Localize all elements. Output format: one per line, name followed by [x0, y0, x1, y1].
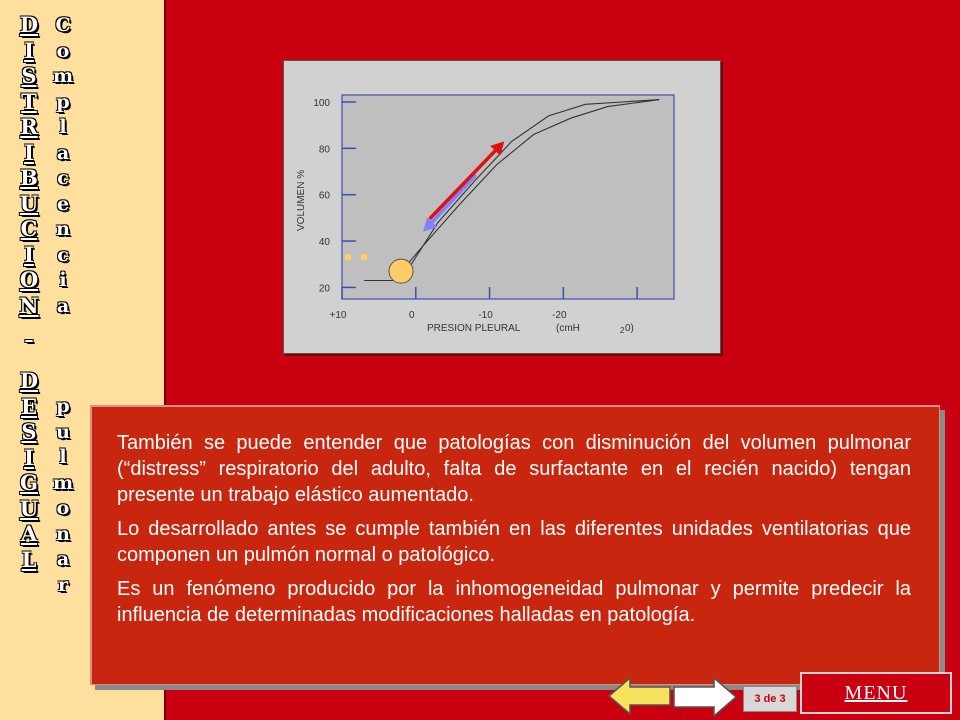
- title-letter: B: [20, 165, 38, 190]
- title-letter: S: [21, 63, 37, 88]
- x-tick-label: 0: [408, 310, 415, 321]
- pressure-volume-chart: [283, 60, 721, 354]
- title-letter: m: [52, 471, 74, 494]
- next-button[interactable]: [672, 677, 738, 717]
- content-text-box: [90, 405, 940, 685]
- title-letter: L: [21, 546, 37, 572]
- title-gap: [60, 347, 67, 372]
- title-letter: n: [56, 522, 70, 545]
- menu-button-label: MENU: [844, 681, 908, 704]
- title-letter: n: [56, 218, 70, 240]
- title-gap: [60, 372, 67, 397]
- title-letter: U: [19, 190, 39, 216]
- back-button[interactable]: [608, 677, 672, 715]
- title-letter: E: [20, 393, 37, 419]
- title-letter: D: [19, 368, 39, 393]
- title-letter: I: [24, 241, 34, 267]
- y-tick-label: 60: [318, 190, 330, 202]
- title-letter: C: [55, 14, 71, 36]
- paragraph-1: También se puede entender que patologías con disminución del volumen pulmonar (“distress” respiratorio del adulto, falta de surfactante en el recién nacido) tengan presente un trabajo elástico aumentado.: [117, 432, 911, 506]
- title-letter: U: [19, 495, 39, 521]
- title-letter: D: [19, 12, 39, 37]
- title-letter: m: [52, 65, 74, 87]
- title-letter: o: [56, 39, 70, 62]
- x-tick-label: -20: [552, 310, 567, 321]
- title-letter: o: [56, 497, 70, 519]
- title-gap: [60, 322, 67, 347]
- title-letter: p: [56, 90, 70, 113]
- y-axis-label: VOLUMEN %: [296, 169, 307, 231]
- title-letter: p: [56, 395, 70, 417]
- title-letter: c: [57, 167, 69, 189]
- chart-canvas: [284, 61, 720, 353]
- x-tick-label: +10: [329, 310, 347, 321]
- title-letter: A: [20, 521, 38, 546]
- title-letter: l: [59, 446, 67, 468]
- title-letter: I: [24, 139, 34, 165]
- x-tick-label: -10: [478, 310, 493, 321]
- title-letter: S: [21, 419, 37, 444]
- title-letter: r: [57, 573, 68, 596]
- page-indicator: [743, 686, 797, 712]
- page-indicator-label: 3 de 3: [754, 693, 786, 705]
- title-letter: c: [57, 243, 69, 266]
- x-axis-unit-suffix: 0): [625, 323, 634, 334]
- dot-marker: [361, 254, 367, 260]
- y-tick-label: 20: [318, 283, 330, 295]
- title-letter: I: [24, 37, 34, 63]
- arrow-right-icon: [674, 678, 736, 716]
- title-letter: I: [24, 444, 34, 470]
- title-letter: R: [20, 114, 38, 139]
- title-letter: N: [19, 292, 39, 318]
- x-axis-unit-subscript: 2: [620, 326, 625, 335]
- title-letter: O: [19, 267, 39, 292]
- title-letter: i: [59, 269, 67, 291]
- title-letter: e: [56, 192, 70, 215]
- y-tick-label: 100: [313, 97, 330, 109]
- x-axis-unit-prefix: (cmH: [556, 323, 580, 334]
- dot-marker: [345, 254, 351, 260]
- title-letter: a: [56, 294, 70, 317]
- title-letter: a: [56, 548, 70, 570]
- sidebar-title-complacencia-pulmonar: [48, 16, 78, 601]
- title-letter: l: [59, 116, 67, 138]
- title-gap: [25, 320, 32, 370]
- title-letter: G: [20, 470, 38, 495]
- menu-button[interactable]: [800, 672, 952, 714]
- y-tick-label: 40: [318, 237, 330, 249]
- arrow-left-icon: [609, 678, 670, 714]
- sidebar-title-distribucion-desigual: [14, 14, 44, 574]
- title-letter: a: [56, 141, 70, 164]
- paragraph-3: Es un fenómeno producido por la inhomogeneidad pulmonar y permite predecir la influencia de determinadas modificaciones halladas en patología.: [117, 578, 911, 626]
- title-letter: C: [20, 216, 38, 241]
- paragraph-2: Lo desarrollado antes se cumple también en las diferentes unidades ventilatorias que componen un pulmón normal o patológico.: [117, 518, 911, 566]
- x-axis-label: PRESION PLEURAL: [427, 323, 521, 334]
- title-letter: T: [21, 88, 37, 114]
- title-letter: u: [56, 420, 70, 443]
- y-tick-label: 80: [318, 144, 330, 156]
- state-marker: [389, 259, 413, 283]
